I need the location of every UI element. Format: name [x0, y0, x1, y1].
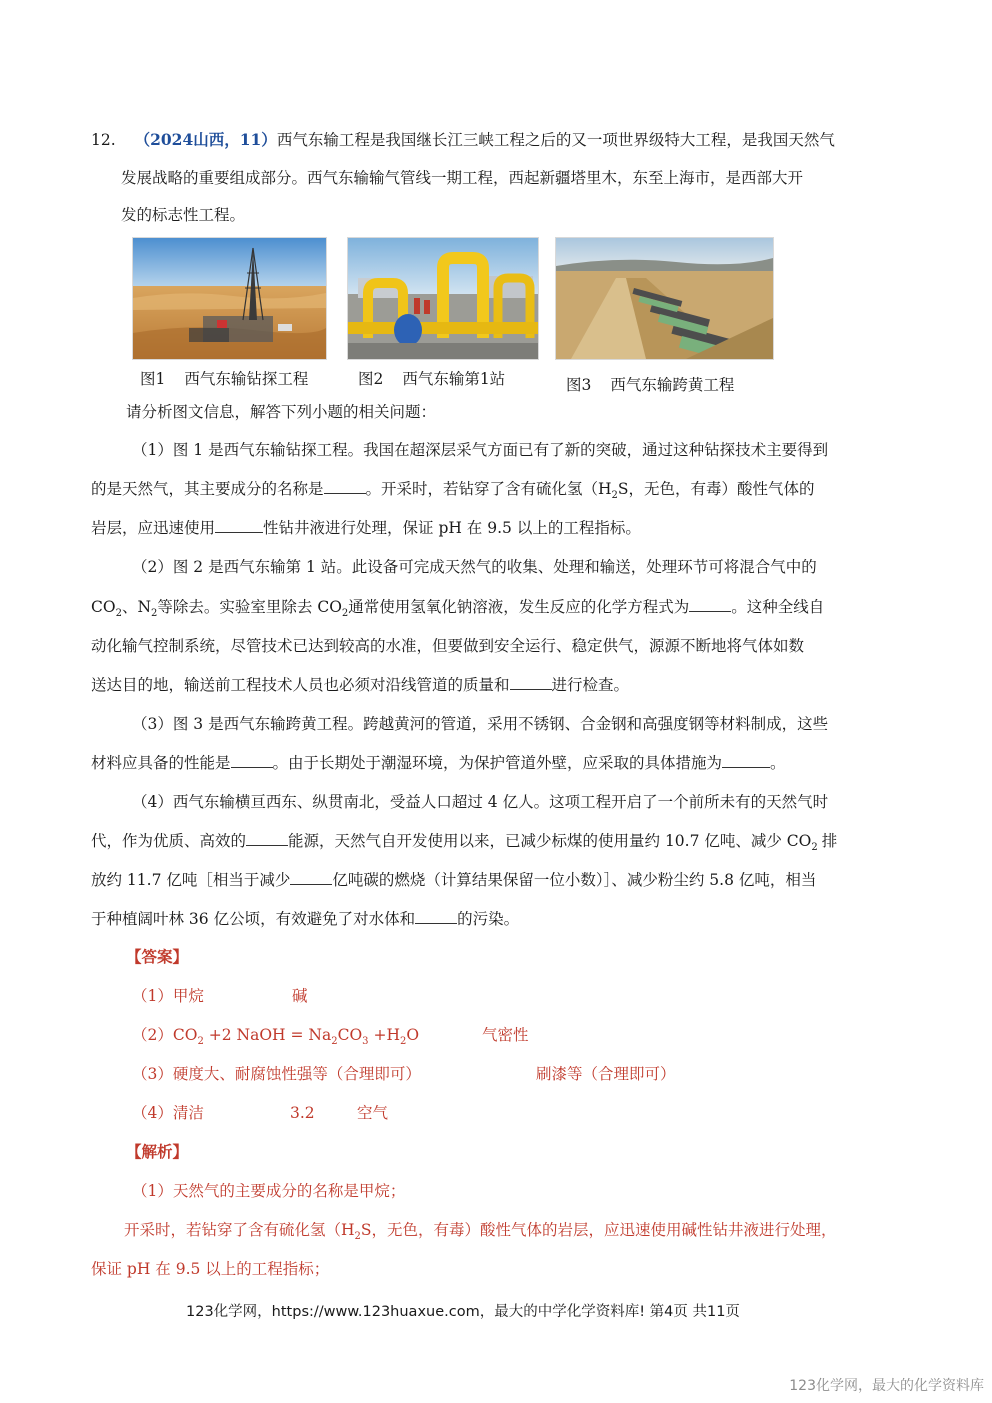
- eq-sub-2: 2: [331, 1036, 338, 1048]
- blank-5: [231, 753, 273, 768]
- figure-3-label: 图3: [566, 376, 592, 394]
- part2-n2: 、N: [121, 598, 152, 616]
- part2-text-d: 送达目的地，输送前工程技术人员也必须对沿线管道的质量和: [91, 676, 510, 694]
- analysis-line-3: 保证 pH 在 9.5 以上的工程指标；: [91, 1260, 330, 1278]
- eq-sub-4: 2: [399, 1036, 407, 1048]
- part3-text-a: 材料应具备的性能是: [91, 754, 231, 772]
- answer-3: （3）硬度大、耐腐蚀性强等（合理即可）: [132, 1065, 421, 1083]
- eq-sub-1: 2: [197, 1036, 204, 1048]
- blank-3: [689, 597, 731, 612]
- part3-text-c: 。: [770, 754, 786, 772]
- figure-3-caption: [566, 373, 734, 395]
- sub-co2-c: 2: [811, 842, 818, 854]
- answer-2-b: 气密性: [482, 1026, 529, 1044]
- question-intro: 西气东输工程是我国继长江三峡工程之后的又一项世界级特大工程，是我国天然气: [276, 131, 835, 149]
- figure-2-title: 西气东输第1站: [402, 370, 506, 388]
- analysis-heading: 【解析】: [126, 1142, 189, 1161]
- part4-text-f: 于种植阔叶林 36 亿公顷，有效避免了对水体和: [91, 910, 416, 928]
- answer-4-c: 空气: [357, 1104, 389, 1122]
- blank-1: [324, 479, 366, 494]
- eq-o: O: [406, 1026, 420, 1044]
- answer-2-label: （2）: [132, 1026, 173, 1044]
- part1-text-d: 岩层，应迅速使用: [91, 519, 216, 537]
- eq-naoh: +2 NaOH = Na: [203, 1026, 332, 1044]
- analysis-line-2: [124, 1220, 837, 1247]
- figure-3-title: 西气东输跨黄工程: [610, 376, 735, 394]
- answer-1-a: （1）甲烷: [132, 987, 204, 1005]
- analysis-line-1: （1）天然气的主要成分的名称是甲烷；: [132, 1182, 406, 1200]
- part4-text-c: 排: [821, 832, 838, 850]
- page-footer: 123化学网，https://www.123huaxue.com，最大的中学化学资料库! 第4页 共11页: [186, 1304, 740, 1320]
- part1-text-e: 性钻井液进行处理，保证 pH 在 9.5 以上的工程指标。: [263, 519, 641, 537]
- blank-4: [510, 675, 552, 690]
- answer-2: [132, 1025, 419, 1052]
- figure-2-caption: [358, 367, 505, 389]
- figure-1-drilling-photo: [132, 237, 327, 360]
- part1-text-c: S，无色，有毒）酸性气体的: [617, 480, 815, 498]
- eq-h: +H: [368, 1026, 400, 1044]
- answer-1: [132, 986, 204, 1006]
- part2-line-3: 动化输气控制系统，尽管技术已达到较高的水准，但要做到安全运行、稳定供气，源源不断地将气体如数: [91, 637, 805, 655]
- question-line-1: [91, 130, 835, 150]
- part4-line-4: [91, 909, 519, 929]
- part2-line-4: [91, 675, 629, 695]
- watermark: 123化学网，最大的化学资料库: [789, 1378, 984, 1394]
- eq-co3: CO: [337, 1026, 363, 1044]
- answer-1-b: 碱: [292, 987, 308, 1005]
- answer-3-b: 刷漆等（合理即可）: [536, 1065, 676, 1083]
- part2-text-a: 等除去。实验室里除去 CO: [157, 598, 342, 616]
- part2-text-c: 。这种全线自: [731, 598, 825, 616]
- part4-text-d: 放约 11.7 亿吨［相当于减少: [91, 871, 291, 889]
- sub-n2: 2: [151, 608, 158, 620]
- sub-co2-a: 2: [115, 608, 122, 620]
- part1-line-1: （1）图 1 是西气东输钻探工程。我国在超深层采气方面已有了新的突破，通过这种钻探技术主要得到: [132, 441, 829, 459]
- part4-line-1: （4）西气东输横亘西东、纵贯南北，受益人口超过 4 亿人。这项工程开启了一个前所未有的天然气时: [132, 793, 829, 811]
- answer-4-b: 3.2: [290, 1104, 315, 1122]
- eq-co2: CO: [172, 1026, 198, 1044]
- question-line-3: 发的标志性工程。: [121, 206, 246, 224]
- figure-2-label: 图2: [358, 370, 384, 388]
- analysis-text-b: S，无色，有毒）酸性气体的岩层，应迅速使用碱性钻井液进行处理，: [360, 1221, 837, 1239]
- part1-text-a: 的是天然气，其主要成分的名称是: [91, 480, 324, 498]
- part1-line-2: [91, 479, 815, 506]
- blank-2: [215, 518, 263, 533]
- figure-3-pipeline-photo: [555, 237, 774, 360]
- part3-text-b: 。由于长期处于潮湿环境，为保护管道外壁，应采取的具体措施为: [272, 754, 723, 772]
- part3-line-2: [91, 753, 786, 773]
- question-source: （2024山西，11）: [134, 130, 277, 149]
- blank-7: [246, 831, 288, 846]
- part2-co2: CO: [91, 598, 116, 616]
- part2-text-e: 进行检查。: [551, 676, 630, 694]
- part1-text-b: 。开采时，若钻穿了含有硫化氢（H: [365, 480, 612, 498]
- question-line-2: 发展战略的重要组成部分。西气东输输气管线一期工程，西起新疆塔里木，东至上海市，是西部大开: [121, 169, 804, 187]
- figure-1-caption: [140, 367, 308, 389]
- part4-text-g: 的污染。: [457, 910, 520, 928]
- figure-1-title: 西气东输钻探工程: [184, 370, 309, 388]
- part1-line-3: [91, 518, 641, 538]
- part4-text-a: 代，作为优质、高效的: [91, 832, 247, 850]
- blank-6: [722, 753, 770, 768]
- part2-line-1: （2）图 2 是西气东输第 1 站。此设备可完成天然气的收集、处理和输送，处理环节可将混合气中的: [132, 558, 817, 576]
- prompt-line: 请分析图文信息，解答下列小题的相关问题：: [126, 403, 437, 421]
- analysis-sub-h2s: 2: [354, 1231, 361, 1243]
- part2-line-2: [91, 597, 824, 624]
- analysis-text-a: 开采时，若钻穿了含有硫化氢（H: [124, 1221, 355, 1239]
- question-number: 12.: [91, 131, 116, 149]
- figure-2-station-photo: [347, 237, 539, 360]
- part3-line-1: （3）图 3 是西气东输跨黄工程。跨越黄河的管道，采用不锈钢、合金钢和高强度钢等材料制成，这些: [132, 715, 829, 733]
- answer-4: （4）清洁: [132, 1104, 204, 1122]
- part4-line-2: [91, 831, 837, 858]
- answer-heading: 【答案】: [126, 947, 189, 966]
- sub-co2-b: 2: [341, 608, 349, 620]
- part4-text-e: 亿吨碳的燃烧（计算结果保留一位小数）］、减少粉尘约 5.8 亿吨，相当: [332, 871, 817, 889]
- blank-9: [415, 909, 457, 924]
- figure-1-label: 图1: [140, 370, 166, 388]
- part4-line-3: [91, 870, 816, 890]
- part2-text-b: 通常使用氢氧化钠溶液，发生反应的化学方程式为: [348, 598, 690, 616]
- eq-sub-3: 3: [362, 1036, 369, 1048]
- blank-8: [290, 870, 332, 885]
- part4-text-b: 能源，天然气自开发使用以来，已减少标煤的使用量约 10.7 亿吨、减少 CO: [288, 832, 812, 850]
- sub-h2s: 2: [611, 490, 618, 502]
